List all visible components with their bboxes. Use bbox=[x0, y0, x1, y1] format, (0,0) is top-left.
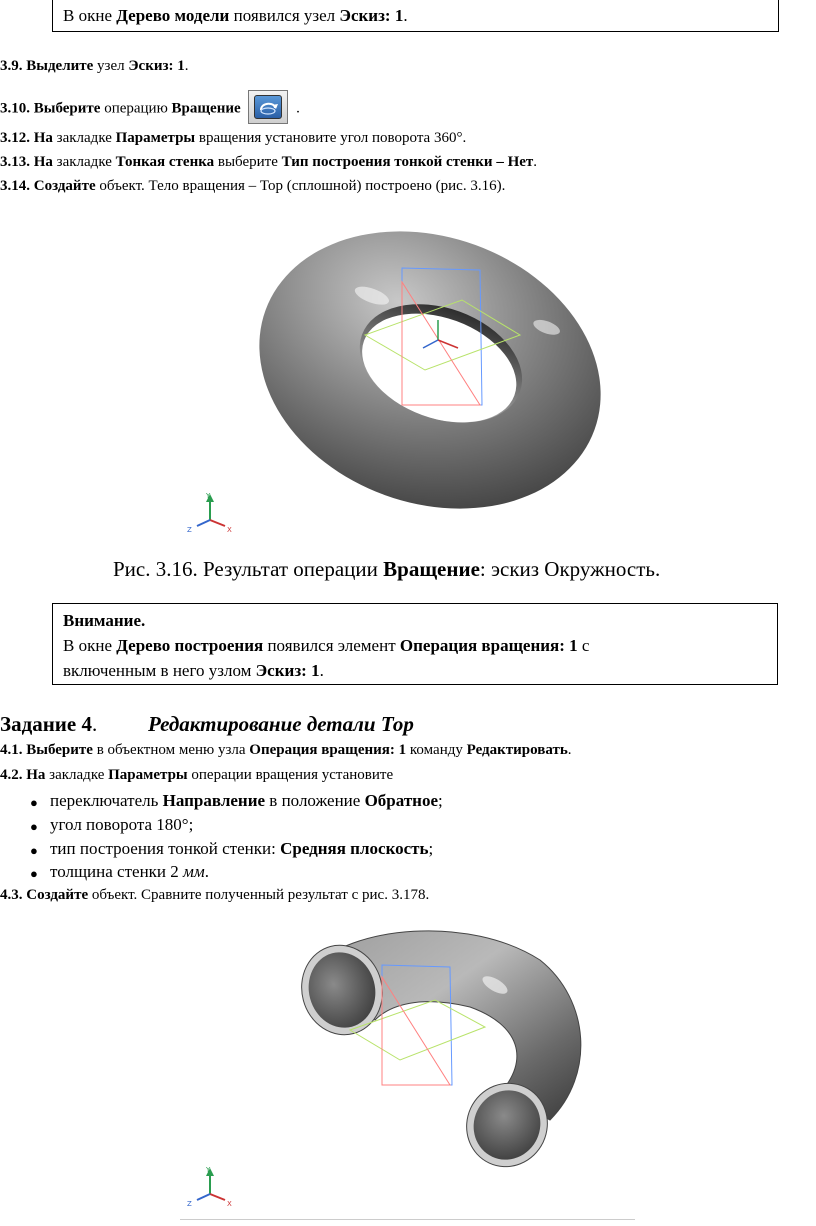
axis-x-label: X bbox=[227, 1200, 232, 1208]
half-torus-figure bbox=[290, 915, 600, 1185]
attention-line-1: В окне Дерево построения появился элемент Операция вращения: 1 с bbox=[63, 636, 590, 655]
list-item: угол поворота 180°; bbox=[50, 815, 194, 834]
note-box-top bbox=[52, 0, 779, 32]
rotation-operation-icon bbox=[248, 90, 288, 124]
axis-x-label: X bbox=[227, 526, 232, 534]
list-item: толщина стенки 2 мм. bbox=[50, 862, 209, 881]
figure-caption-3-16: Рис. 3.16. Результат операции Вращение: эскиз Окружность. bbox=[113, 557, 661, 581]
list-item: тип построения тонкой стенки: Средняя плоскость; bbox=[50, 839, 434, 858]
bullet-marker: ● bbox=[30, 866, 38, 881]
axis-y-label: Y bbox=[206, 492, 211, 500]
axis-y-label: Y bbox=[206, 1166, 211, 1174]
bullet-marker: ● bbox=[30, 819, 38, 834]
axis-z-label: Z bbox=[187, 1200, 192, 1208]
step-3-10: 3.10. Выберите операцию Вращение . bbox=[0, 92, 300, 126]
step-4-1: 4.1. Выберите в объектном меню узла Операция вращения: 1 команду Редактировать. bbox=[0, 742, 572, 758]
torus-figure bbox=[180, 200, 620, 550]
figure-bottom-border bbox=[180, 1219, 635, 1220]
attention-box bbox=[52, 603, 778, 685]
list-item: переключатель Направление в положение Обратное; bbox=[50, 791, 443, 810]
attention-title: Внимание. bbox=[63, 611, 146, 630]
axis-triad-1 bbox=[185, 490, 235, 536]
note-text-top: В окне Дерево модели появился узел Эскиз: 1. bbox=[63, 6, 408, 25]
attention-line-2: включенным в него узлом Эскиз: 1. bbox=[63, 661, 324, 680]
task-4-title: Редактирование детали Тор bbox=[148, 712, 414, 736]
bullet-marker: ● bbox=[30, 843, 38, 858]
step-4-3: 4.3. Создайте объект. Сравните полученный результат с рис. 3.178. bbox=[0, 887, 430, 903]
step-3-14: 3.14. Создайте объект. Тело вращения – Тор (сплошной) построено (рис. 3.16). bbox=[0, 178, 506, 194]
task-4-heading: Задание 4. bbox=[0, 712, 98, 736]
step-3-12: 3.12. На закладке Параметры вращения установите угол поворота 360°. bbox=[0, 130, 467, 146]
axis-triad-2 bbox=[185, 1164, 235, 1210]
step-4-2: 4.2. На закладке Параметры операции вращения установите bbox=[0, 767, 394, 783]
axis-z-label: Z bbox=[187, 526, 192, 534]
bullet-marker: ● bbox=[30, 795, 38, 810]
step-3-9: 3.9. Выделите узел Эскиз: 1. bbox=[0, 58, 189, 74]
step-3-13: 3.13. На закладке Тонкая стенка выберите Тип построения тонкой стенки – Нет. bbox=[0, 154, 538, 170]
